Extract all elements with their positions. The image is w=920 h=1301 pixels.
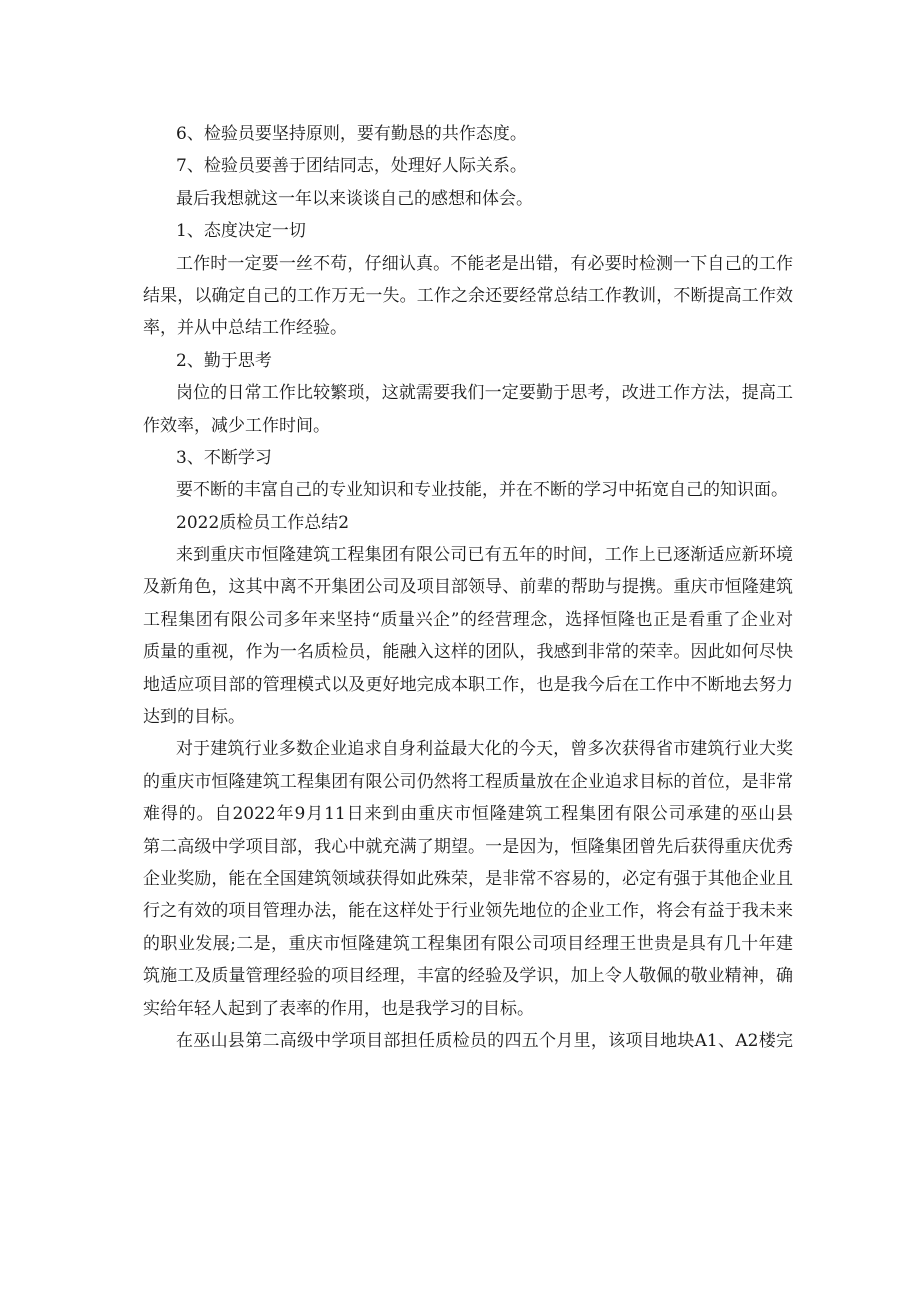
paragraph-line: 来到重庆市恒隆建筑工程集团有限公司已有五年的时间，工作上已逐渐适应新环境 bbox=[176, 545, 793, 566]
paragraph-line: 最后我想就这一年以来谈谈自己的感想和体会。 bbox=[176, 188, 533, 209]
section-heading: 2、勤于思考 bbox=[176, 350, 272, 371]
paragraph-line: 要不断的丰富自己的专业知识和专业技能，并在不断的学习中拓宽自己的知识面。 bbox=[176, 480, 788, 501]
paragraph-line: 实给年轻人起到了表率的作用，也是我学习的目标。 bbox=[143, 998, 534, 1019]
paragraph-line: 企业奖励，能在全国建筑领域获得如此殊荣，是非常不容易的，必定有强于其他企业且 bbox=[143, 868, 793, 889]
paragraph-line: 及新角色，这其中离不开集团公司及项目部领导、前辈的帮助与提携。重庆市恒隆建筑 bbox=[143, 577, 793, 598]
paragraph-line: 质量的重视，作为一名质检员，能融入这样的团队，我感到非常的荣幸。因此如何尽快 bbox=[143, 642, 793, 663]
paragraph-line: 工作时一定要一丝不苟，仔细认真。不能老是出错，有必要时检测一下自己的工作 bbox=[176, 253, 793, 274]
paragraph-line: 7、检验员要善于团结同志，处理好人际关系。 bbox=[176, 156, 527, 177]
paragraph-line: 达到的目标。 bbox=[143, 707, 245, 728]
section-heading: 3、不断学习 bbox=[176, 447, 272, 468]
section-title: 2022质检员工作总结2 bbox=[176, 512, 350, 533]
paragraph-line: 工程集团有限公司多年来坚持“质量兴企”的经营理念，选择恒隆也正是看重了企业对 bbox=[143, 609, 793, 630]
paragraph-line: 在巫山县第二高级中学项目部担任质检员的四五个月里，该项目地块A1、A2楼完 bbox=[176, 1030, 793, 1051]
paragraph-line: 地适应项目部的管理模式以及更好地完成本职工作，也是我今后在工作中不断地去努力 bbox=[143, 674, 793, 695]
section-heading: 1、态度决定一切 bbox=[176, 221, 306, 242]
paragraph-line: 难得的。自2022年9月11日来到由重庆市恒隆建筑工程集团有限公司承建的巫山县 bbox=[143, 804, 793, 825]
paragraph-line: 的职业发展;二是，重庆市恒隆建筑工程集团有限公司项目经理王世贵是具有几十年建 bbox=[143, 933, 793, 954]
paragraph-line: 作效率，减少工作时间。 bbox=[143, 415, 330, 436]
paragraph-line: 率，并从中总结工作经验。 bbox=[143, 318, 347, 339]
document-body bbox=[143, 118, 793, 1057]
paragraph-line: 6、检验员要坚持原则，要有勤恳的共作态度。 bbox=[176, 124, 527, 144]
paragraph-line: 对于建筑行业多数企业追求自身利益最大化的今天，曾多次获得省市建筑行业大奖 bbox=[176, 739, 793, 760]
paragraph-line: 筑施工及质量管理经验的项目经理，丰富的经验及学识，加上令人敬佩的敬业精神，确 bbox=[143, 966, 793, 987]
paragraph-line: 行之有效的项目管理办法，能在这样处于行业领先地位的企业工作，将会有益于我未来 bbox=[143, 901, 793, 922]
paragraph-line: 的重庆市恒隆建筑工程集团有限公司仍然将工程质量放在企业追求目标的首位，是非常 bbox=[143, 771, 793, 792]
paragraph-line: 第二高级中学项目部，我心中就充满了期望。一是因为，恒隆集团曾先后获得重庆优秀 bbox=[143, 836, 793, 857]
paragraph-line: 结果，以确定自己的工作万无一失。工作之余还要经常总结工作教训，不断提高工作效 bbox=[143, 285, 793, 306]
paragraph-line: 岗位的日常工作比较繁琐，这就需要我们一定要勤于思考，改进工作方法，提高工 bbox=[176, 383, 793, 404]
